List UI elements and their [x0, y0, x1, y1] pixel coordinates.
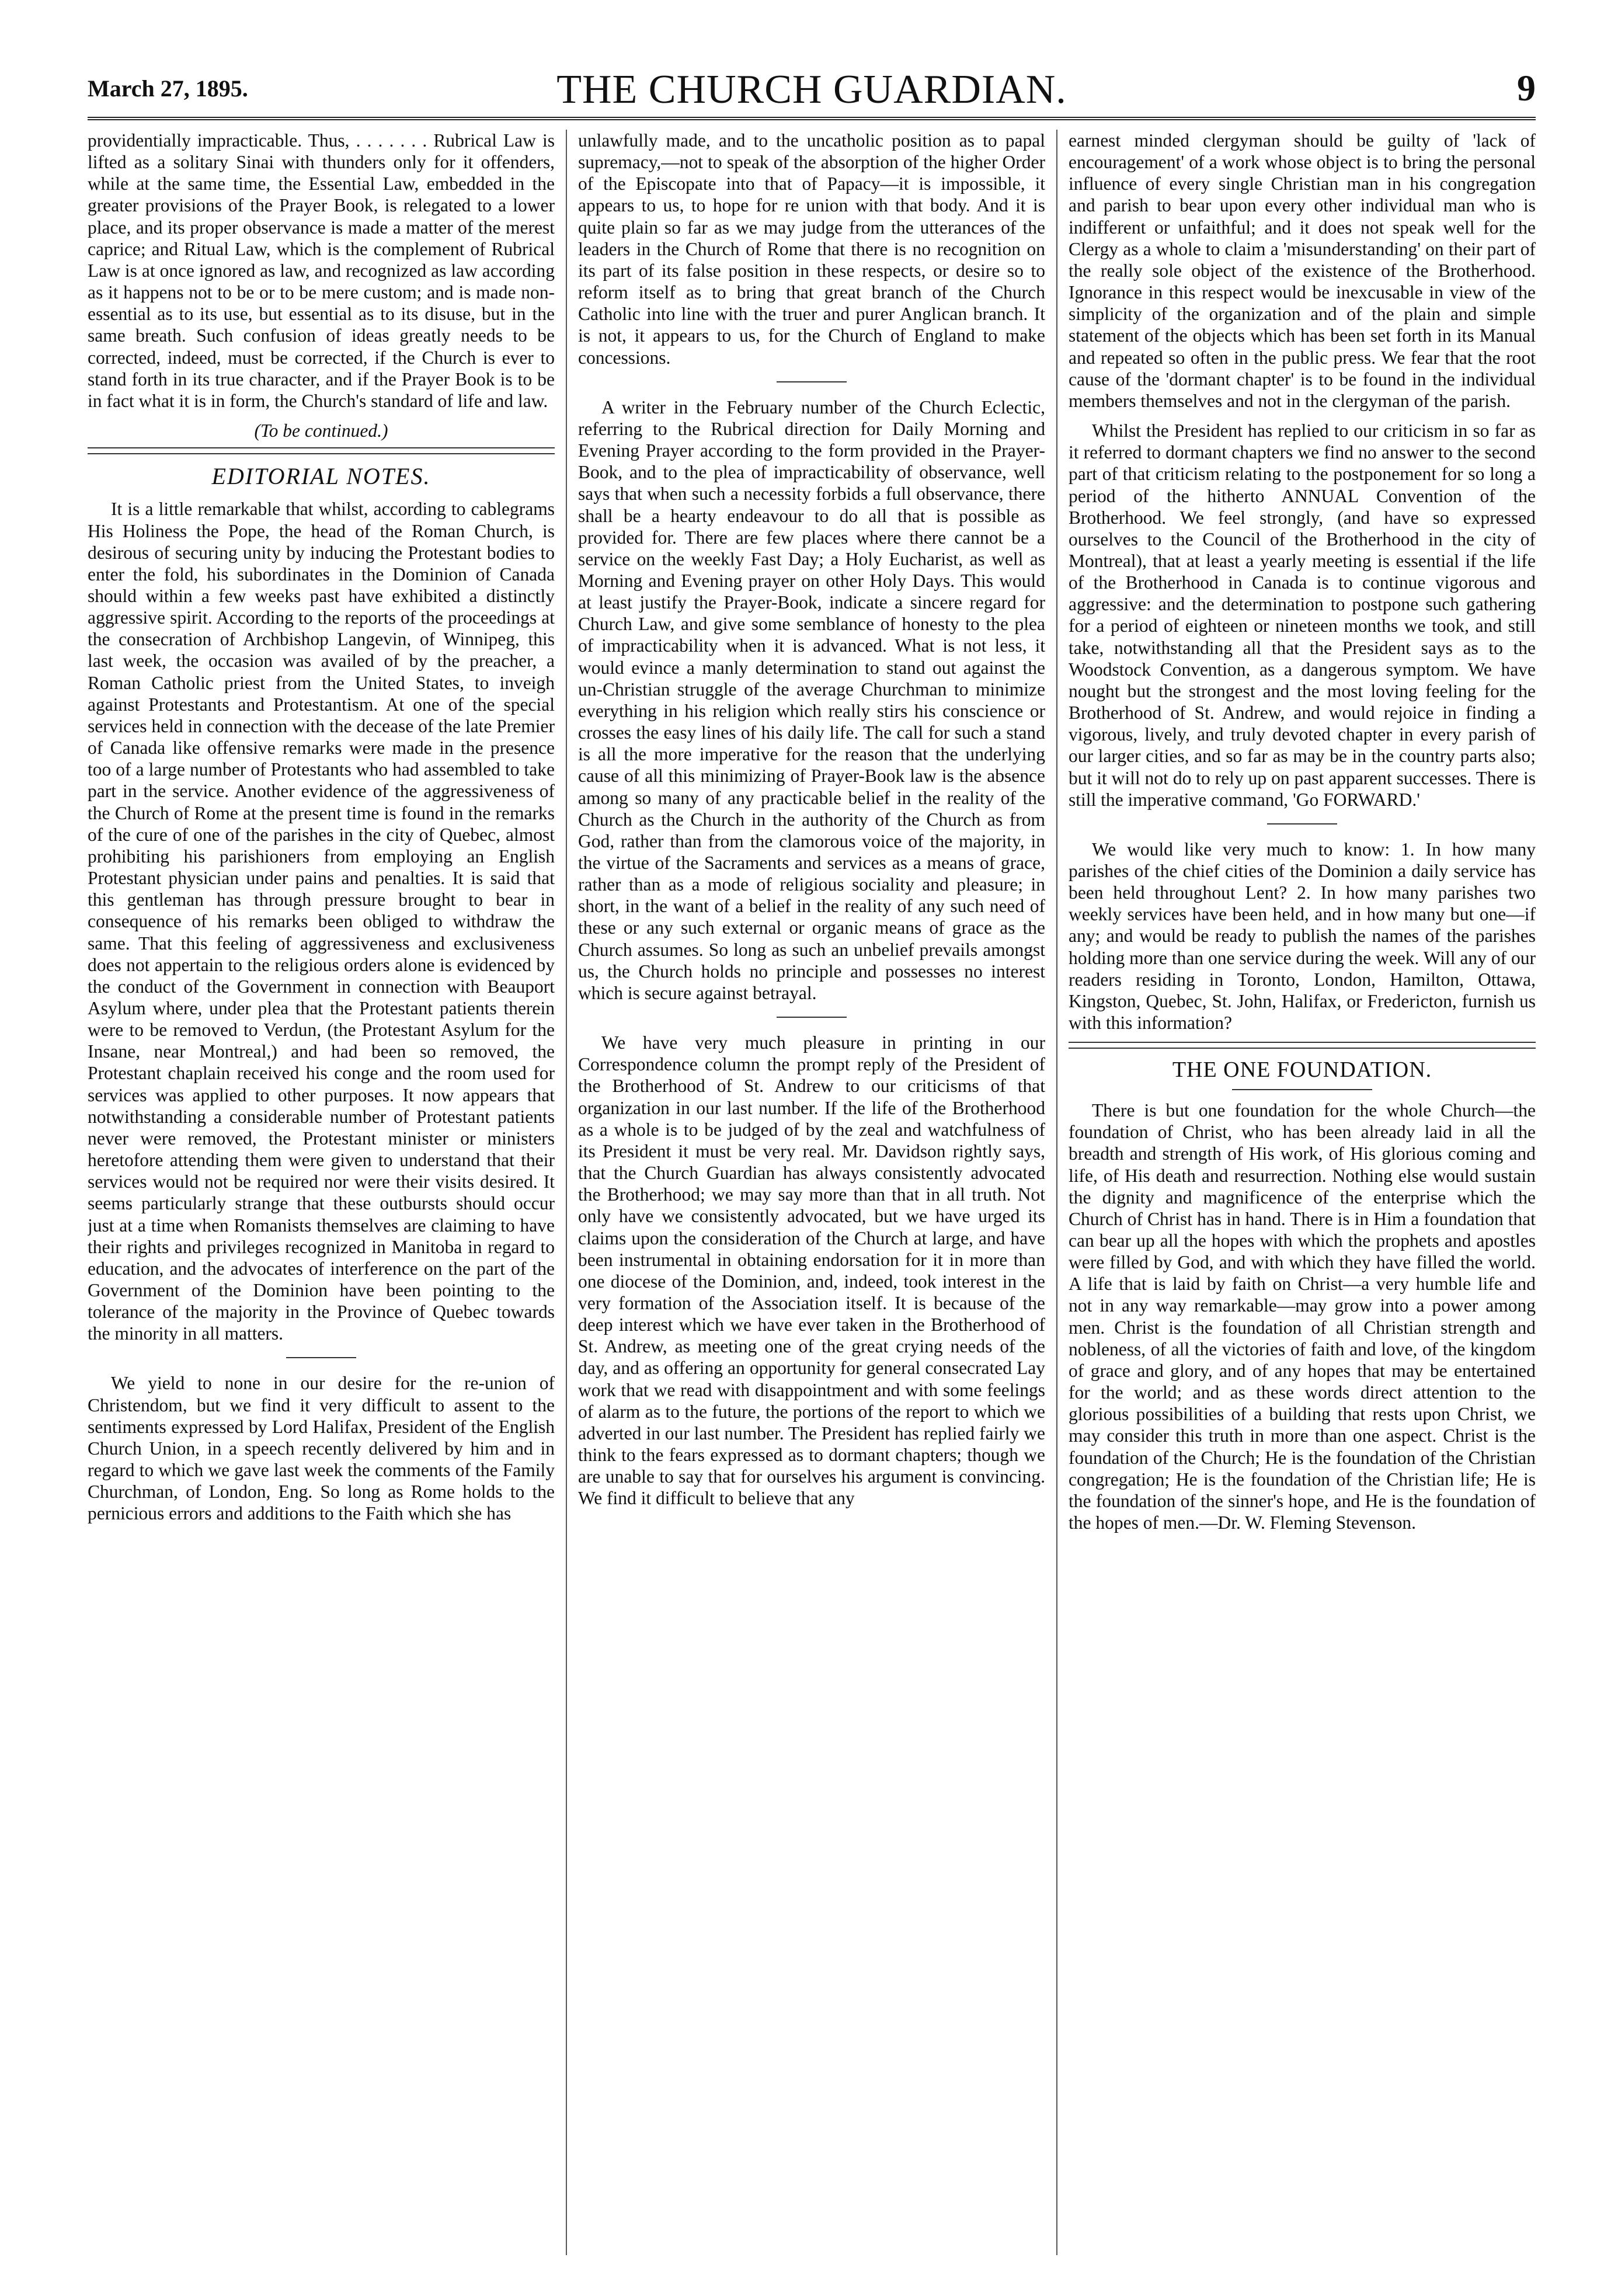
editorial-paragraph: unlawfully made, and to the uncatholic position as to papal supremacy,—not to speak of the absorption of the higher Order of the Episcopate into that of Papacy—it is impossible, it appears to us, to hope for re union with that body. And it is quite plain so far as we may judge from the utterances of the leaders in the Church of Rome that there is no recognition on its part of its false position in these respects, or desire so to reform itself as to bring that great branch of the Church Catholic into line with the truer and purer Anglican branch. It is not, it appears to us, for the Church of England to make concessions. [578, 130, 1045, 368]
column-rule [566, 130, 567, 2255]
paragraph-divider [1267, 823, 1337, 825]
section-divider [88, 447, 555, 454]
column-3 [1069, 130, 1536, 2255]
section-divider [1069, 1042, 1536, 1049]
article-columns [88, 130, 1536, 2255]
editorial-paragraph: Whilst the President has replied to our criticism in so far as it referred to dormant chapters we find no answer to the second part of that criticism relating to the postponement for so long a period of the hitherto ANNUAL Convention of the Brotherhood. We feel strongly, (and have so expressed ourselves to the Council of the Brotherhood in the city of Montreal), that at least a yearly meeting is essential if the life of the Brotherhood in Canada is to continue vigorous and aggressive: and the determination to postpone such gathering for a period of eighteen or nineteen months we took, and still take, notwithstanding all that the President says as to the Woodstock Convention, as a dangerous symptom. We have nought but the strongest and the most loving feeling for the Brotherhood of St. Andrew, and would rejoice in finding a vigorous, lively, and truly devoted chapter in every parish of our larger cities, and so far as may be in the country parts also; but it will not do to rely up on past apparent successes. There is still the imperative command, 'Go FORWARD.' [1069, 420, 1536, 810]
masthead [88, 64, 1536, 120]
issue-date: March 27, 1895. [88, 75, 248, 102]
continued-note: (To be continued.) [254, 420, 388, 441]
editorial-paragraph: We yield to none in our desire for the re-union of Christendom, but we find it very difficult to assent to the sentiments expressed by Lord Halifax, President of the English Church Union, in a speech recently delivered by him and in regard to which we gave last week the comments of the Family Churchman, of London, Eng. So long as Rome holds to the pernicious errors and additions to the Faith which she has [88, 1373, 555, 1524]
newspaper-page [88, 64, 1536, 2260]
editorial-paragraph: We have very much pleasure in printing in our Correspondence column the prompt reply of the President of the Brotherhood of St. Andrew to our criticisms of that organization in our last number. If the life of the Brotherhood as a whole is to be judged of by the zeal and watchfulness of its President it must be very real. Mr. Davidson rightly says, that the Church Guardian has always consistently advocated the Brotherhood; we may say more than that in all truth. Not only have we consistently advocated, but we have urged its claims upon the consideration of the Church at large, and have been instrumental in obtaining endorsation for it in more than one diocese of the Dominion, and, indeed, took interest in the very formation of the Association itself. It is because of the deep interest which we have ever taken in the Brotherhood of St. Andrew, as meeting one of the great crying needs of the day, and as offering an opportunity for general consecrated Lay work that we read with disappointment and with some feelings of alarm as to the future, the portions of the report to which we adverted in our last number. The President has replied fairly we think to the fears expressed as to dormant chapters; though we are unable to say that for ourselves his argument is convincing. We find it difficult to believe that any [578, 1032, 1045, 1509]
article-continuation: providentially impracticable. Thus, . . . . . . . Rubrical Law is lifted as a solitary Sinai with thunders only for it offenders, while at the same time, the Essential Law, embedded in the greater provisions of the Prayer Book, is relegated to a lower place, and its proper observance is made a matter of the merest caprice; and Ritual Law, which is the complement of Rubrical Law is at once ignored as law, and recognized as law according as it happens not to be or to be mere custom; and is made non-essential as to its use, but essential as to its disuse, but in the same breath. Such confusion of ideas greatly needs to be corrected, indeed, must be corrected, if the Church is ever to stand forth in its true character, and if the Prayer Book is to be in fact what it is in form, the Church's standard of life and law. [88, 130, 555, 411]
column-rule [1056, 130, 1057, 2255]
paragraph-divider [286, 1357, 356, 1358]
editorial-paragraph: It is a little remarkable that whilst, according to cablegrams His Holiness the Pope, the head of the Roman Church, is desirous of securing unity by inducing the Protestant bodies to enter the fold, his subordinates in the Dominion of Canada should within a few weeks past have exhibited a distinctly aggressive spirit. According to the reports of the proceedings at the consecration of Archbishop Langevin, of Winnipeg, this last week, the occasion was availed of by the preacher, a Roman Catholic priest from the United States, to inveigh against Protestants and Protestantism. At one of the special services held in connection with the decease of the late Premier of Canada like offensive remarks were made in the presence too of a large number of Protestants who had assembled to take part in the service. Another evidence of the aggressiveness of the Church of Rome at the present time is found in the remarks of the cure of one of the parishes in the city of Quebec, almost prohibiting his parishioners from employing an English Protestant physician under pains and penalties. It is said that this gentleman has through pressure brought to bear in consequence of his remarks been obliged to withdraw the same. That this feeling of aggressiveness and exclusiveness does not appertain to the religious orders alone is evidenced by the conduct of the Government in connection with Beauport Asylum where, under plea that the Protestant patients therein were to be removed to Verdun, (the Protestant Asylum for the Insane, near Montreal,) and had been so removed, the Protestant chaplain received his conge and the room used for services was applied to other purposes. It now appears that notwithstanding a considerable number of Protestant patients never were removed, the Protestant minister or ministers heretofore attending them were given to understand that their services would not be required nor were their visits desired. It seems particularly strange that these outbursts should occur just at a time when Romanists themselves are claiming to have their rights and privileges recognized in Manitoba in regard to education, and the advocates of interference on the part of the Government of the Dominion have been pointing to the tolerance of the majority in the Province of Quebec towards the minority in all matters. [88, 499, 555, 1344]
paragraph-divider [777, 381, 847, 382]
article-paragraph: There is but one foundation for the whole Church—the foundation of Christ, who has been already laid in all the breadth and strength of His work, of His glorious coming and life, of His death and resurrection. Nothing else would sustain the dignity and magnificence of the enterprise which the Church of Christ has in hand. There is in Him a foundation that can bear up all the hopes with which the prophets and apostles were filled by God, and with which they have filled the world. A life that is laid by faith on Christ—a very humble life and not in any way remarkable—may grow into a power among men. Christ is the foundation of all Christian strength and nobleness, of all the victories of faith and love, of the kingdom of grace and glory, and of any hopes that may be entertained for the world; and as these words direct attention to the glorious possibilities of a building that rests upon Christ, we may consider this truth in more than one aspect. Christ is the foundation of the Church; He is the foundation of the Christian congregation; He is the foundation of the Christian life; He is the foundation of the sinner's hope, and He is the foundation of the hopes of men.—Dr. W. Fleming Stevenson. [1069, 1100, 1536, 1533]
newspaper-title: THE CHURCH GUARDIAN. [556, 67, 1067, 112]
column-1 [88, 130, 555, 2255]
editorial-paragraph: A writer in the February number of the Church Eclectic, referring to the Rubrical direction for Daily Morning and Evening Prayer according to the form provided in the Prayer-Book, and to the plea of impracticability of observance, well says that when such a necessity forbids a full observance, there shall be a hearty endeavour to do all that is possible as provided for. There are few places where there cannot be a service on the weekly Fast Day; a Holy Eucharist, as well as Morning and Evening prayer on other Holy Days. This would at least justify the Prayer-Book, indicate a sincere regard for Church Law, and give some semblance of honesty to the plea of impracticability when it is advanced. What is not less, it would evince a manly determination to stand out against the un-Christian struggle of the average Churchman to minimize everything in his religion which really stirs his conscience or crosses the easy lines of his daily life. The call for such a stand is all the more imperative for the reason that the underlying cause of all this minimizing of Prayer-Book law is the absence among so many of any practicable belief in the reality of the Church as the Church in the authority of the Church as from God, rather than from the clamorous voice of the majority, in the virtue of the Sacraments and services as a means of grace, rather than as a mode of religious sociality and pleasure; in short, in the want of a belief in the reality of any such need of these or any such external or organic means of grace as the Church assumes. So long as such an unbelief prevails amongst us, the Church holds no principle and possesses no interest which is secure against betrayal. [578, 396, 1045, 1003]
heading-underline [1232, 1089, 1372, 1090]
one-foundation-heading: THE ONE FOUNDATION. [1172, 1057, 1432, 1083]
editorial-paragraph: earnest minded clergyman should be guilty of 'lack of encouragement' of a work whose object is to bring the personal influence of every single Christian man in his congregation and parish to bear upon every other individual man who is indifferent or unfaithful; and it does not speak well for the Clergy as a whole to claim a 'misunderstanding' on their part of the really sole object of the existence of the Brotherhood. Ignorance in this respect would be inexcusable in view of the simplicity of the organization and of the plain and simple statement of the objects which has been set forth in its Manual and repeated so often in the public press. We fear that the root cause of the 'dormant chapter' is to be found in the individual members themselves and not in the clergyman of the parish. [1069, 130, 1536, 411]
paragraph-divider [777, 1017, 847, 1018]
page-number: 9 [1517, 67, 1536, 109]
column-2 [578, 130, 1045, 2255]
editorial-notes-heading: EDITORIAL NOTES. [211, 463, 431, 490]
editorial-paragraph: We would like very much to know: 1. In how many parishes of the chief cities of the Dominion a daily service has been held throughout Lent? 2. In how many parishes two weekly services have been held, and in how many but one—if any; and would be ready to publish the names of the parishes holding more than one service during the week. Will any of our readers residing in Toronto, London, Hamilton, Ottawa, Kingston, Quebec, St. John, Halifax, or Fredericton, furnish us with this information? [1069, 839, 1536, 1034]
